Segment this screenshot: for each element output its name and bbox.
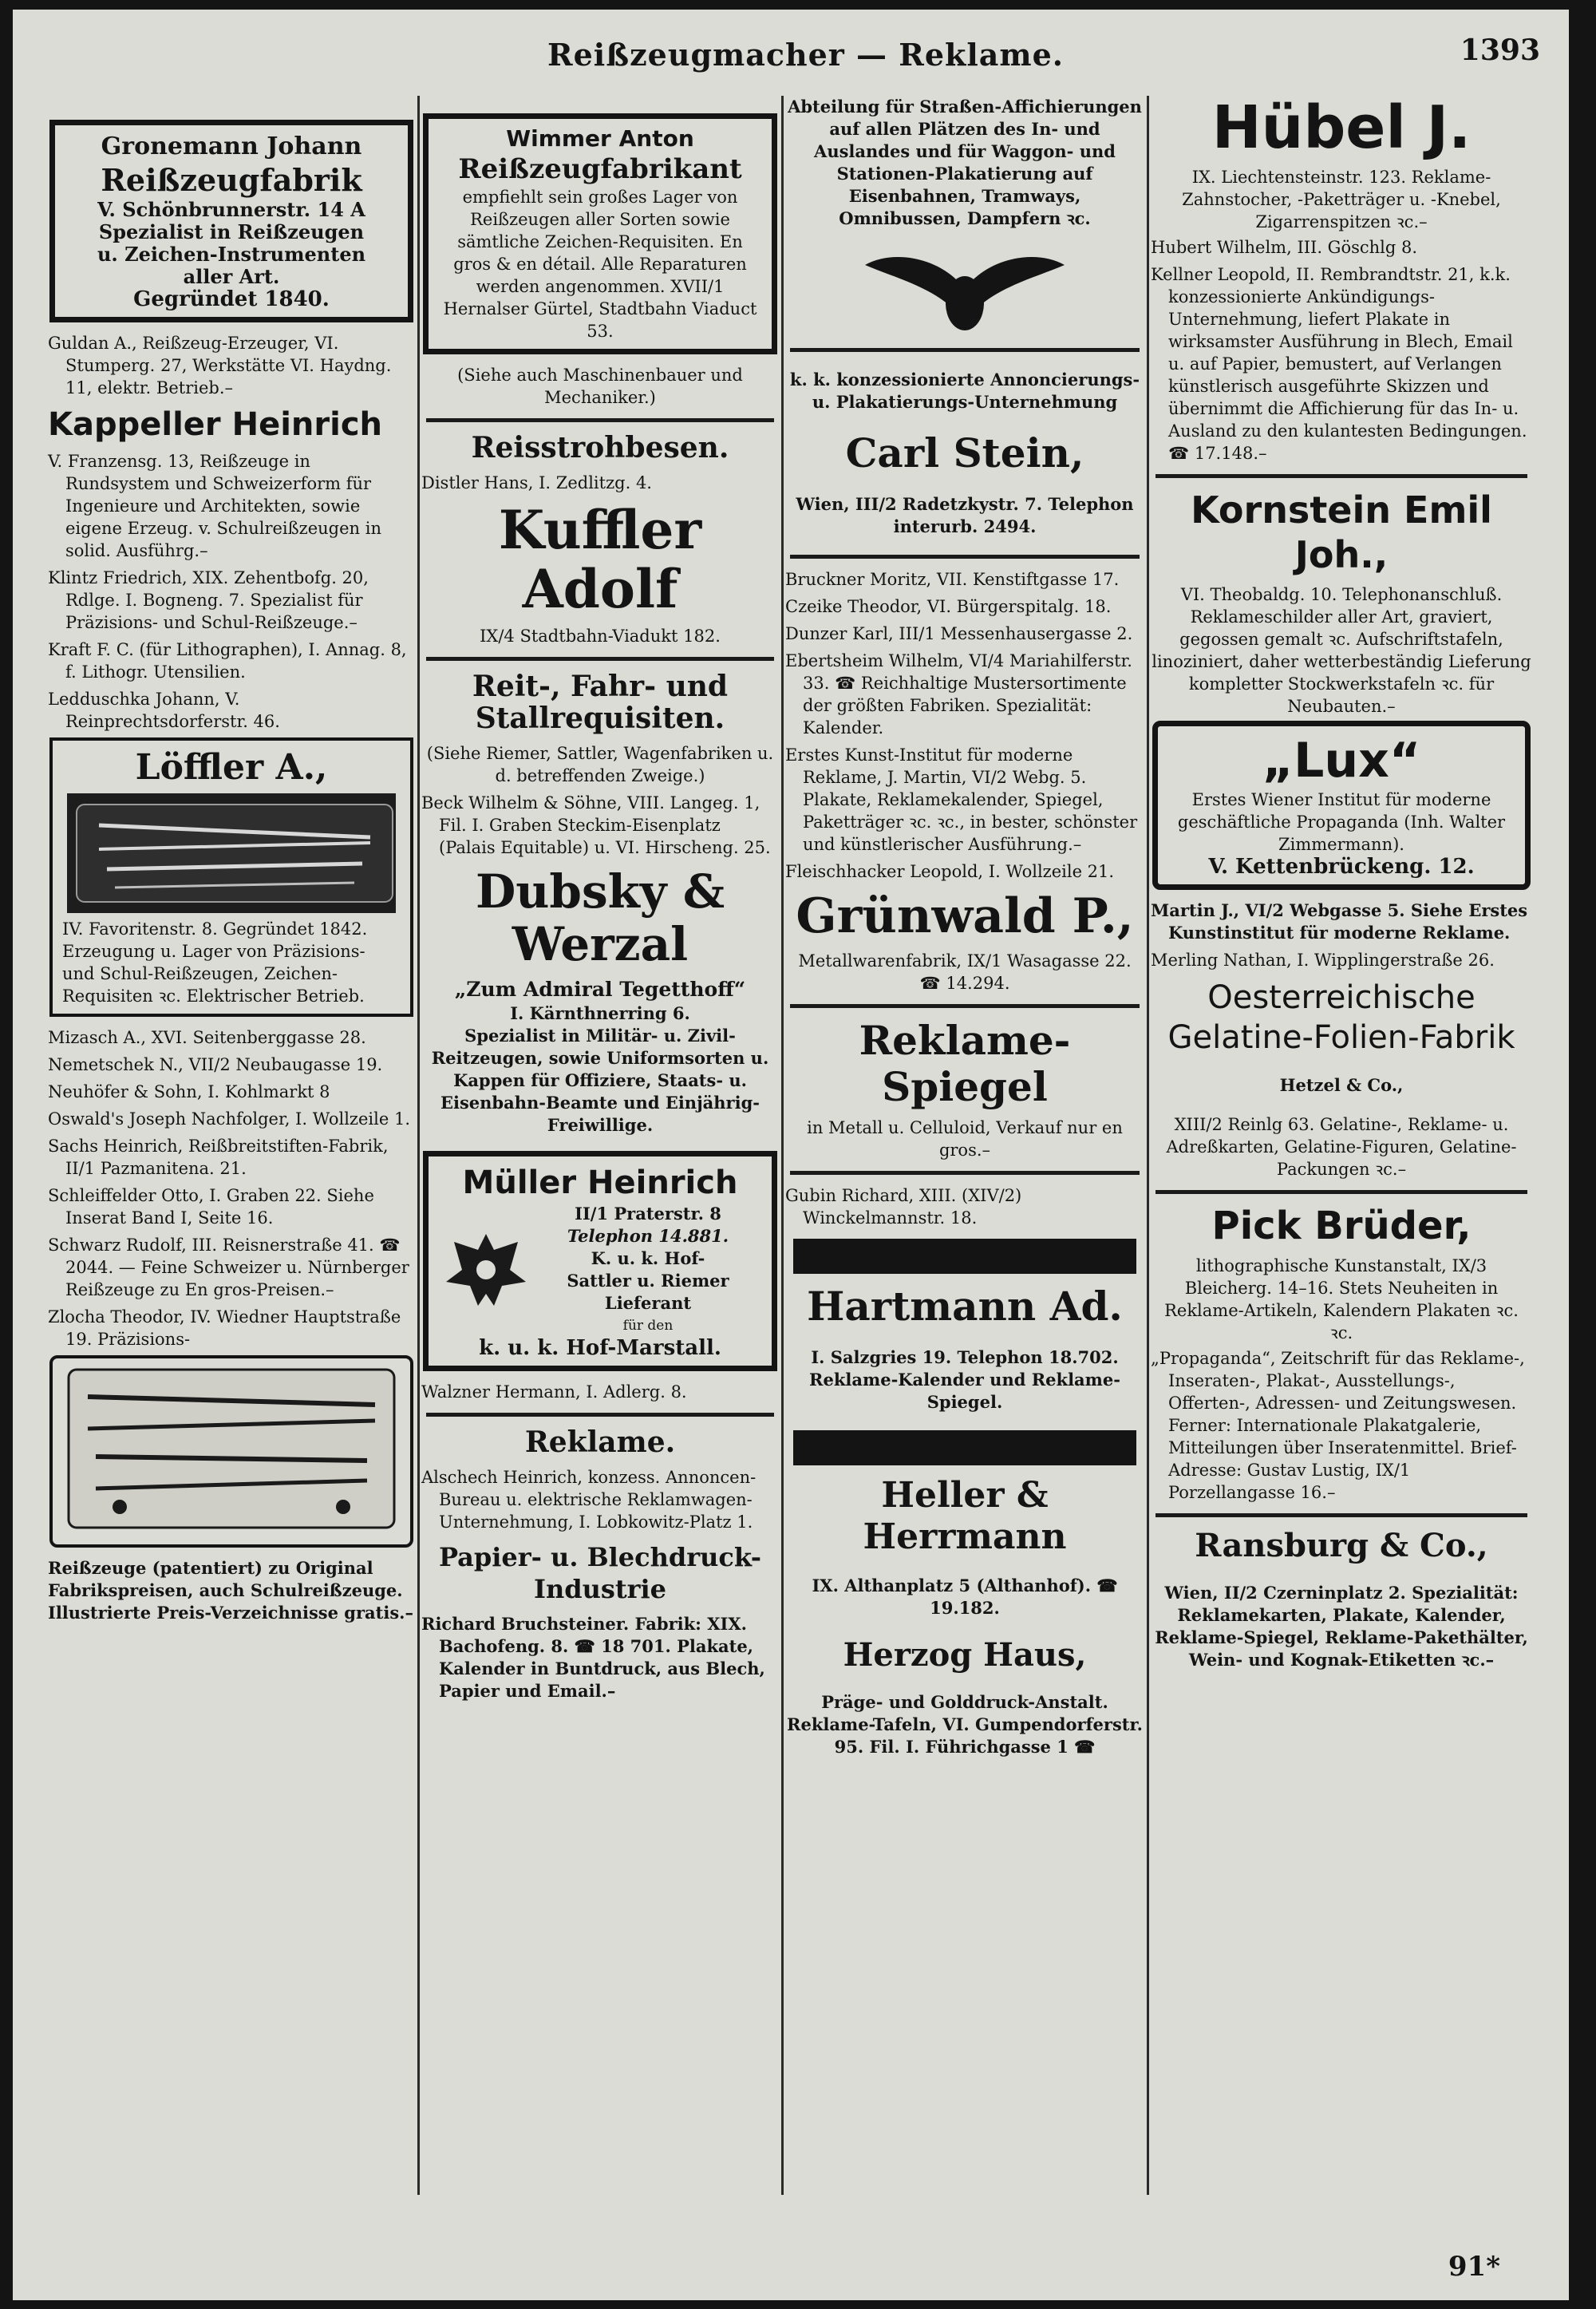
ad-text: Metallwarenfabrik, IX/1 Wasagasse 22. ☎ 14.294. — [798, 951, 1132, 993]
ad-name: „Lux“ — [1262, 733, 1421, 789]
entry: Guldan A., Reißzeug-Erzeuger, VI. Stumperg. 27, Werkstätte VI. Haydng. 11, elektr. Betrieb.– — [48, 334, 392, 397]
ad-line: Telephon 14.881. — [567, 1226, 729, 1246]
entry: Abteilung für Straßen-Affichierungen auf allen Plätzen des In- und Auslandes und für Waggon- und Stationen-Plakatierung auf Eisenbahnen, Tramways, Omnibussen, Dampfern ꝛc. — [788, 97, 1142, 228]
winged-emblem-icon — [861, 241, 1069, 337]
compass-set-drawing — [67, 793, 402, 913]
black-banner — [793, 1239, 1136, 1274]
entry: Schleiffelder Otto, I. Graben 22. Siehe Inserat Band I, Seite 16. — [48, 1186, 374, 1228]
ad-text: I. Salzgries 19. Telephon 18.702. Reklame-Kalender und Reklame-Spiegel. — [809, 1347, 1120, 1412]
entry: Kraft F. C. (für Lithographen), I. Annag. 8, f. Lithogr. Utensilien. — [48, 640, 407, 682]
ad-line: Lieferant — [604, 1293, 692, 1313]
ad-name: Heller & Herrmann — [863, 1475, 1067, 1557]
ad-name: Hübel J. — [1211, 93, 1472, 162]
divider — [790, 1171, 1140, 1175]
column-divider — [1147, 96, 1149, 2195]
ad-text: in Metall u. Celluloid, Verkauf nur en gros.– — [807, 1118, 1123, 1160]
ad-line: Gegründet 1840. — [133, 287, 330, 311]
entry: Neuhöfer & Sohn, I. Kohlmarkt 8 — [48, 1082, 330, 1101]
entry: Ebertsheim Wilhelm, VI/4 Mariahilferstr. 33. ☎ Reichhaltige Mustersortimente der größten Fabriken. Spezialität: Kalender. — [785, 651, 1132, 737]
ad-text: k. k. konzessionierte Annoncierungs- u. Plakatierungs-Unternehmung — [789, 370, 1140, 412]
ad-line: k. u. k. Hof-Marstall. — [479, 1336, 721, 1360]
entry: Richard Bruchsteiner. Fabrik: XIX. Bachofeng. 8. ☎ 18 701. Plakate, Kalender in Buntdruck, aus Blech, Papier und Email.– — [421, 1614, 765, 1701]
entry: Kellner Leopold, II. Rembrandtstr. 21, k.k. konzessionierte Ankündigungs-Unternehmung, liefert Plakate in wirksamster Ausführung in Blech, Email u. auf Papier, bemustert, auf Verlangen künstlerisch ausgeführte Skizzen und übernimmt die Affichierung für das In- u. Ausland zu den kulantesten Bedingungen. ☎ 17.148.– — [1151, 265, 1527, 463]
entry: Oswald's Joseph Nachfolger, I. Wollzeile 1. — [48, 1109, 410, 1129]
ad-text: Wien, III/2 Radetzkystr. 7. Telephon interurb. 2494. — [796, 494, 1134, 536]
column-divider — [781, 96, 784, 2195]
ad-text: Erstes Wiener Institut für moderne geschäftliche Propaganda (Inh. Walter Zimmermann). — [1177, 790, 1506, 854]
ad-name: Hartmann Ad. — [807, 1283, 1123, 1330]
ad-name: Grünwald P., — [796, 888, 1134, 944]
ad-name: Reklame-Spiegel — [859, 1017, 1071, 1110]
divider — [1156, 1190, 1527, 1194]
ad-name: Herzog Haus, — [843, 1636, 1087, 1674]
page-header — [13, 34, 1569, 77]
section-heading: Reit-, Fahr- und Stallrequisiten. — [472, 670, 729, 735]
entry: „Propaganda“, Zeitschrift für das Reklame-, Inseraten-, Plakat-, Ausstellungs-, Offerten-, Adressen- und Zeitungswesen. Ferner: Internationale Plakatgalerie, Mitteilungen über Inseratenmittel. Brief-Adresse: Gustav Lustig, IX/1 Porzellangasse 16.– — [1151, 1349, 1525, 1502]
ad-text: IX/4 Stadtbahn-Viadukt 182. — [480, 627, 721, 646]
ad-name: Kornstein Emil Joh., — [1191, 488, 1492, 576]
column-1 — [48, 96, 415, 1629]
entry: Hubert Wilhelm, III. Göschlg 8. — [1151, 238, 1418, 257]
ad-name: Pick Brüder, — [1211, 1204, 1472, 1248]
ad-mueller — [423, 1151, 777, 1371]
ad-text: Spezialist in Militär- u. Zivil-Reitzeugen, sowie Uniformsorten u. Kappen für Offiziere, Staats- u. Eisenbahn-Beamte und Einjährig-Freiwillige. — [431, 1026, 769, 1135]
ad-line: „Zum Admiral Tegetthoff“ — [454, 978, 746, 1001]
ad-name: Dubsky & Werzal — [475, 864, 725, 971]
entry-heading: Kappeller Heinrich — [48, 406, 383, 443]
drawing-instruments-illustration — [67, 793, 396, 913]
ad-line: aller Art. — [183, 265, 280, 288]
entry: Merling Nathan, I. Wipplingerstraße 26. — [1151, 951, 1495, 970]
divider — [790, 348, 1140, 352]
divider — [790, 555, 1140, 559]
entry: Beck Wilhelm & Söhne, VIII. Langeg. 1, Fil. I. Graben Steckim-Eisenplatz (Palais Equitable) u. VI. Hirscheng. 25. — [421, 793, 771, 857]
ad-name: Oesterreichische Gelatine-Folien-Fabrik — [1167, 979, 1515, 1056]
ad-text: Präge- und Golddruck-Anstalt. Reklame-Tafeln, VI. Gumpendorferstr. 95. Fil. I. Führichgasse 1 ☎ — [787, 1692, 1143, 1757]
ad-gronemann — [49, 120, 413, 322]
entry: Fleischhacker Leopold, I. Wollzeile 21. — [785, 862, 1115, 881]
entry: Nemetschek N., VII/2 Neubaugasse 19. — [48, 1055, 383, 1074]
ad-name: Ransburg & Co., — [1195, 1527, 1488, 1564]
ad-text: Reißzeuge (patentiert) zu Original Fabrikspreisen, auch Schulreißzeuge. Illustrierte Preis-Verzeichnisse gratis.– — [48, 1558, 413, 1623]
document-page — [13, 10, 1569, 2300]
ad-line: Reißzeugfabrikant — [458, 153, 742, 185]
ad-text: VI. Theobaldg. 10. Telephonanschluß. Reklameschilder aller Art, graviert, gegossen gemalt ꝛc. Aufschriftstafeln, linoziniert, daher wetterbeständig Lieferung kompletter Stockwerkstafeln ꝛc. für Neubauten.– — [1152, 585, 1531, 716]
black-banner — [793, 1430, 1136, 1465]
divider — [1156, 1513, 1527, 1517]
entry: Czeike Theodor, VI. Bürgerspitalg. 18. — [785, 597, 1112, 616]
section-heading: Papier- u. Blechdruck-Industrie — [438, 1542, 762, 1604]
entry: Martin J., VI/2 Webgasse 5. Siehe Erstes Kunstinstitut für moderne Reklame. — [1151, 900, 1528, 943]
ad-line: u. Zeichen-Instrumenten — [97, 243, 366, 266]
eagle-crest-icon — [438, 1226, 534, 1314]
entry: Ledduschka Johann, V. Reinprechtsdorferstr. 46. — [48, 690, 280, 731]
entry: Zlocha Theodor, IV. Wiedner Hauptstraße 19. Präzisions- — [48, 1307, 401, 1349]
note: (Siehe Riemer, Sattler, Wagenfabriken u. d. betreffenden Zweige.) — [426, 744, 774, 785]
ad-text: IX. Liechtensteinstr. 123. Reklame-Zahnstocher, -Paketträger u. -Knebel, Zigarrenspitzen ꝛc.– — [1182, 168, 1501, 231]
ad-line: K. u. k. Hof- — [591, 1248, 705, 1268]
divider — [426, 1413, 774, 1417]
ad-line: Spezialist in Reißzeugen — [98, 220, 365, 243]
entry: Distler Hans, I. Zedlitzg. 4. — [421, 473, 652, 492]
page-title: Reißzeugmacher — Reklame. — [547, 37, 1065, 73]
ad-lux — [1152, 721, 1531, 890]
ad-name: Carl Stein, — [845, 429, 1084, 476]
ad-text: XIII/2 Reinlg 63. Gelatine-, Reklame- u. Adreßkarten, Gelatine-Figuren, Gelatine-Packungen ꝛc.– — [1166, 1115, 1517, 1179]
ad-line: Sattler u. Riemer — [567, 1271, 729, 1291]
ad-wimmer — [423, 113, 777, 354]
entry: Mizasch A., XVI. Seitenberggasse 28. — [48, 1028, 366, 1047]
ad-name: Kuffler Adolf — [498, 499, 702, 620]
entry: Gubin Richard, XIII. (XIV/2) Winckelmannstr. 18. — [785, 1186, 1022, 1228]
section-heading: Reklame. — [524, 1425, 676, 1459]
ad-line: Hetzel & Co., — [1279, 1075, 1404, 1095]
drawing-pens-drawing — [64, 1365, 399, 1532]
column-4 — [1151, 93, 1532, 1688]
divider — [1156, 474, 1527, 478]
column-3 — [785, 96, 1144, 1775]
ad-line: Gronemann Johann — [101, 132, 362, 160]
ad-line: I. Kärnthnerring 6. — [510, 1003, 690, 1023]
ad-name: Müller Heinrich — [462, 1164, 738, 1201]
divider — [426, 657, 774, 661]
ad-text: IX. Althanplatz 5 (Althanhof). ☎ 19.182. — [812, 1576, 1118, 1618]
ad-name: Wimmer Anton — [506, 125, 694, 152]
entry: Alschech Heinrich, konzess. Annoncen-Bureau u. elektrische Reklamwagen-Unternehmung, I. Lobkowitz-Platz 1. — [421, 1468, 757, 1532]
column-2 — [421, 96, 779, 1707]
column-divider — [417, 96, 420, 2195]
page-signature: 91* — [1448, 2251, 1500, 2283]
entry: Walzner Hermann, I. Adlerg. 8. — [421, 1382, 687, 1402]
ad-text: empfiehlt sein großes Lager von Reißzeugen aller Sorten sowie sämtliche Zeichen-Requisiten. En gros & en détail. Alle Reparaturen werden angenommen. XVII/1 Hernalser Gürtel, Stadtbahn Viaduct 53. — [443, 188, 757, 341]
ad-line: für den — [622, 1318, 674, 1334]
ad-text: IV. Favoritenstr. 8. Gegründet 1842. Erzeugung u. Lager von Präzisions- und Schul-Reißzeugen, Zeichen-Requisiten ꝛc. Elektrischer Betrieb. — [62, 919, 368, 1006]
ad-text: lithographische Kunstanstalt, IX/3 Bleicherg. 14–16. Stets Neuheiten in Reklame-Artikeln, Kalendern Plakaten ꝛc. ꝛc. — [1164, 1256, 1519, 1342]
entry: Dunzer Karl, III/1 Messenhausergasse 2. — [785, 624, 1133, 643]
entry: Erstes Kunst-Institut für moderne Reklame, J. Martin, VI/2 Webg. 5. Plakate, Reklamekalender, Spiegel, Paketträger ꝛc. ꝛc., in bester, schönster und künstlerischer Ausführung.– — [785, 745, 1138, 854]
section-heading: Reisstrohbesen. — [471, 431, 729, 465]
ad-text: Wien, II/2 Czerninplatz 2. Spezialität: Reklamekarten, Plakate, Kalender, Reklame-Spiegel, Reklame-Pakethälter, Wein- und Kognak-Etiketten ꝛc.– — [1155, 1583, 1528, 1670]
entry: Schwarz Rudolf, III. Reisnerstraße 41. ☎ 2044. — Feine Schweizer u. Nürnberger Reißzeuge zu En gros-Preisen.– — [48, 1236, 409, 1299]
note: (Siehe auch Maschinenbauer und Mechaniker.) — [457, 366, 743, 407]
ad-line: V. Schönbrunnerstr. 14 A — [97, 198, 365, 221]
ad-zlocha-illustration — [49, 1355, 413, 1548]
ad-loeffler — [49, 737, 413, 1017]
entry: Bruckner Moritz, VII. Kenstiftgasse 17. — [785, 570, 1120, 589]
page-number: 1393 — [1460, 34, 1540, 67]
divider — [790, 1004, 1140, 1008]
ad-name: Löffler A., — [135, 747, 328, 788]
divider — [426, 418, 774, 422]
entry: Klintz Friedrich, XIX. Zehentbofg. 20, Rdlge. I. Bogneng. 7. Spezialist für Präzisions- und Schul-Reißzeuge.– — [48, 568, 369, 632]
entry: Sachs Heinrich, Reißbreitstiften-Fabrik, II/1 Pazmanitena. 21. — [48, 1137, 389, 1178]
ad-line: Reißzeugfabrik — [101, 162, 362, 198]
ad-line: V. Kettenbrückeng. 12. — [1208, 855, 1475, 879]
ad-line: II/1 Praterstr. 8 — [575, 1204, 721, 1224]
entry: V. Franzensg. 13, Reißzeuge in Rundsystem und Schweizerform für Ingenieure und Architekten, sowie eigene Erzeug. v. Schulreißzeugen in solid. Ausführg.– — [48, 452, 381, 560]
